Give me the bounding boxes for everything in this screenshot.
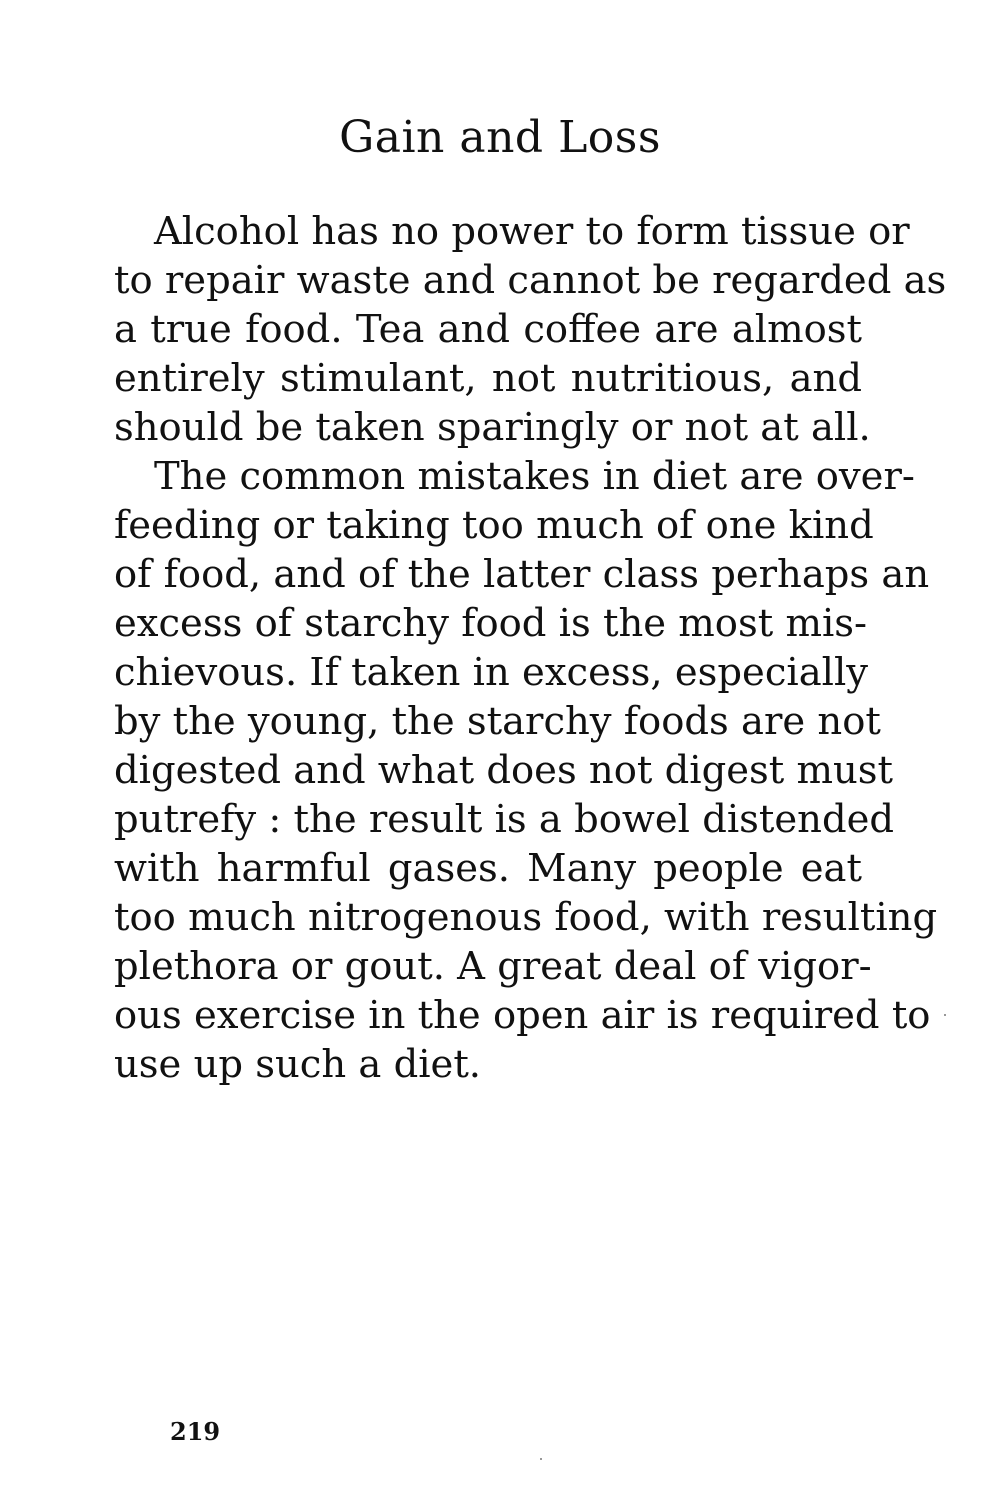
- text-line: to repair waste and cannot be regarded as: [114, 258, 947, 303]
- text-line: a true food. Tea and coffee are almost: [114, 307, 862, 352]
- paragraph-1: [114, 207, 947, 452]
- text-line: by the young, the starchy foods are not: [114, 699, 881, 744]
- scan-speck: [944, 1014, 946, 1016]
- text-line: Alcohol has no power to form tissue or: [154, 209, 910, 254]
- text-line: putrefy : the result is a bowel distended: [114, 797, 895, 842]
- text-line: The common mistakes in diet are over-: [154, 454, 915, 499]
- text-line: excess of starchy food is the most mis-: [114, 601, 868, 646]
- text-line: too much nitrogenous food, with resulting: [114, 895, 938, 940]
- text-line: entirely stimulant, not nutritious, and: [114, 356, 862, 401]
- body-text: [114, 207, 947, 1089]
- text-line: use up such a diet.: [114, 1042, 482, 1087]
- page-number: 219: [170, 1417, 221, 1446]
- paragraph-2: [114, 452, 938, 1089]
- text-line: chievous. If taken in excess, especially: [114, 650, 869, 695]
- text-line: plethora or gout. A great deal of vigor-: [114, 944, 872, 989]
- text-line: ous exercise in the open air is required to: [114, 993, 931, 1038]
- text-line: digested and what does not digest must: [114, 748, 894, 793]
- scan-speck: [540, 1458, 542, 1460]
- text-line: of food, and of the latter class perhaps an: [114, 552, 930, 597]
- text-line: with harmful gases. Many people eat: [114, 846, 862, 891]
- text-line: feeding or taking too much of one kind: [114, 503, 874, 548]
- text-line: should be taken sparingly or not at all.: [114, 405, 871, 450]
- running-title: Gain and Loss: [339, 112, 661, 163]
